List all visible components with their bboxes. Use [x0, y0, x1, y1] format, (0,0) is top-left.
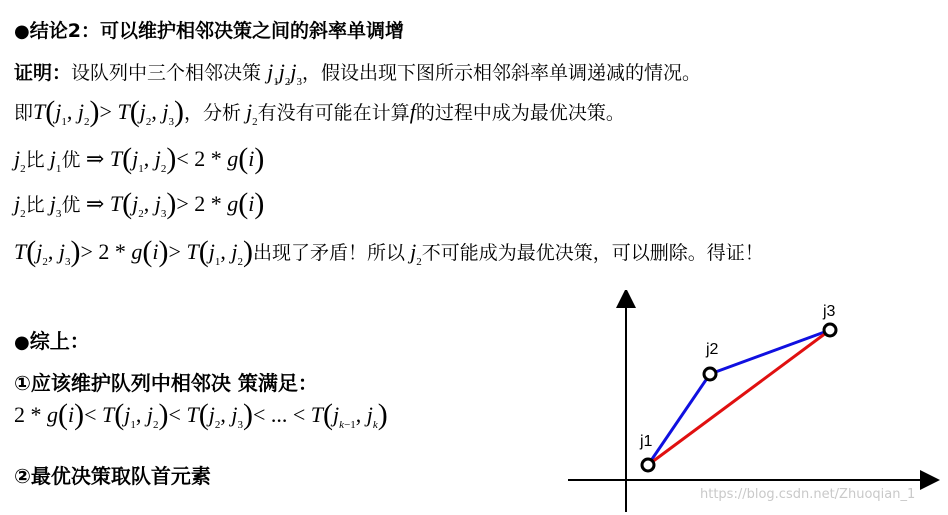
point-j1 [642, 459, 654, 471]
implication-t12-lt-2g: ⇒ $T(j_1$, $j_2)< 2 * g(i)$ [80, 142, 265, 175]
label-j2: j2 [706, 341, 719, 358]
summary-item-1: ①应该维护队列中相邻决 策满足： [14, 371, 318, 395]
slope-diagram [560, 290, 948, 515]
decision-j2: $j_2$ [14, 146, 26, 175]
proof-text-6: 的过程中成为最优决策。 [415, 102, 625, 124]
decision-j2: $j_2$ [410, 239, 422, 268]
conclusion-heading [14, 16, 404, 43]
proof-line-1 [14, 58, 701, 88]
decision-j2: $j_2$ [246, 99, 258, 128]
summary-item-2: ②最优决策取队首元素 [14, 464, 211, 488]
conclusion-text: 不可能成为最优决策，可以删除。得证！ [421, 242, 764, 264]
proof-line-2 [14, 95, 625, 128]
contradiction-chain: $T(j_2$, $j_3)> 2 * g(i)> T(j_1$, $j_2$) [14, 235, 253, 268]
compare-text: 比 [25, 194, 45, 216]
segment-j1-j2 [648, 374, 710, 465]
label-j3: j3 [823, 303, 836, 320]
monotonic-chain: $2 * g(i)< T(j_1$, $j_2)< T(j_2$, $j_3)<$ ... < $T(j_{k-1}$, $j_k$) [14, 398, 388, 431]
point-j2 [704, 368, 716, 380]
segment-j2-j3 [710, 330, 830, 374]
f-symbol: f [409, 99, 416, 124]
better-text: 优 [61, 149, 81, 171]
better-text: 优 [61, 194, 81, 216]
decision-j1: $j_1$ [49, 146, 62, 175]
decision-j2: $j_2$ [14, 191, 26, 220]
summary-heading [14, 325, 90, 354]
proof-text-1: 设队列中三个相邻决策 [71, 62, 262, 84]
segment-j1-j3 [648, 330, 830, 465]
proof-line-4 [14, 187, 265, 220]
bullet-icon: ● [14, 21, 30, 42]
proof-line-5 [14, 235, 764, 268]
proof-text-4: ，分析 [183, 102, 241, 124]
conclusion-heading-text: 结论2：可以维护相邻决策之间的斜率单调增 [29, 20, 404, 42]
proof-text-5: 有没有可能在计算 [257, 102, 410, 124]
compare-text: 比 [25, 149, 45, 171]
watermark: https://blog.csdn.net/Zhuoqian_1 [700, 487, 916, 502]
proof-line-3 [14, 142, 265, 175]
label-j1: j1 [640, 433, 653, 450]
summary-heading-text: 综上： [29, 329, 90, 353]
proof-label: 证明： [14, 62, 72, 84]
proof-text-2: ，假设出现下图所示相邻斜率单调递减的情况。 [301, 62, 701, 84]
implication-t23-gt-2g: ⇒ $T(j_2$, $j_3)> 2 * g(i)$ [80, 187, 265, 220]
inequality-t12-gt-t23: $T(j_1$, $j_2)> T(j_2$, $j_3$) [33, 95, 184, 128]
proof-text-3: 即 [14, 102, 34, 124]
point-j3 [824, 324, 836, 336]
decisions-j1-j2-j3: $j_1j_2j_3$ [267, 59, 302, 88]
decision-j3: $j_3$ [49, 191, 62, 220]
bullet-icon: ● [14, 332, 30, 353]
contradiction-text: 出现了矛盾！所以 [252, 242, 405, 264]
